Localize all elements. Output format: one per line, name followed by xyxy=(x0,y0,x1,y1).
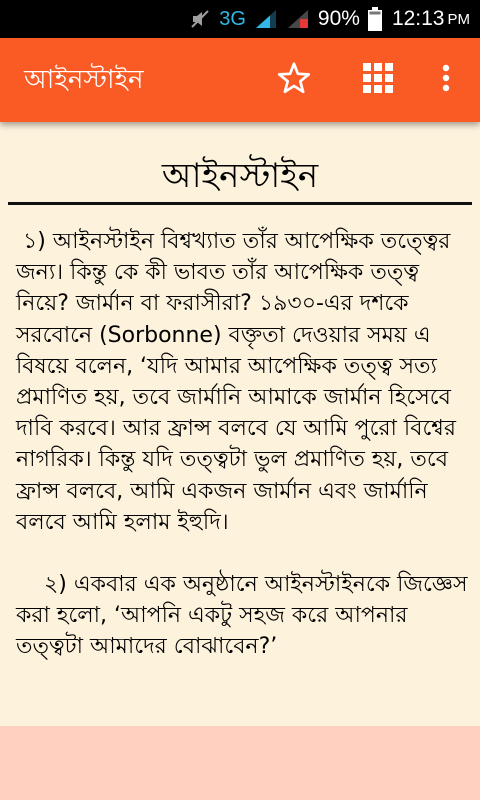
clock-time: 12:13 xyxy=(391,7,445,30)
battery-icon xyxy=(368,7,382,31)
overflow-menu-button[interactable] xyxy=(426,38,466,122)
star-icon xyxy=(276,60,312,100)
article-paragraph: ১) আইনস্টাইন বিশ্বখ্যাত তাঁর আপেক্ষিক তত্ত্বের জন্য। কিন্তু কে কী ভাবত তাঁর আপেক্ষিক তত্ত্ব নিয়ে? জার্মান বা ফরাসীরা? ১৯৩০-এর দশকে সরবোনে (Sorbonne) বক্তৃতা দেওয়ার সময় এ বিষয়ে বলেন, ‘যদি আমার আপেক্ষিক তত্ত্ব সত্য প্রমাণিত হয়, তবে জার্মানি আমাকে জার্মান হিসেবে দাবি করবে। আর ফ্রান্স বলবে যে আমি পুরো বিশ্বের নাগরিক। কিন্তু যদি তত্ত্বটা ভুল প্রমাণিত হয়, তবে ফ্রান্স বলবে, আমি একজন জার্মান এবং জার্মানি বলবে আমি হলাম ইহুদি। xyxy=(16,229,463,535)
grid-icon xyxy=(363,63,393,97)
page-title: আইনস্টাইন xyxy=(161,156,319,196)
favorite-button[interactable] xyxy=(270,38,318,122)
signal-no-sim-icon xyxy=(286,8,310,30)
signal-icon xyxy=(254,8,278,30)
mute-icon xyxy=(189,8,211,30)
network-type-label: 3G xyxy=(219,7,246,30)
battery-percent: 90% xyxy=(317,7,360,30)
bottom-panel xyxy=(0,726,480,800)
article-scroll-area[interactable] xyxy=(0,122,480,726)
clock-ampm: PM xyxy=(447,10,470,28)
app-bar-title: আইনস্টাইন xyxy=(24,65,144,95)
article-body xyxy=(16,226,475,663)
more-vert-icon xyxy=(441,64,451,96)
article-paragraph: ২) একবার এক অনুষ্ঠানে আইনস্টাইনকে জিজ্ঞেস করা হলো, ‘আপনি একটু সহজ করে আপনার তত্ত্বটা আমাদের বোঝাবেন?’ xyxy=(16,572,475,660)
app-bar xyxy=(0,38,480,122)
title-divider xyxy=(8,202,472,205)
grid-menu-button[interactable] xyxy=(354,38,402,122)
status-bar xyxy=(0,0,480,38)
clock xyxy=(392,7,470,31)
